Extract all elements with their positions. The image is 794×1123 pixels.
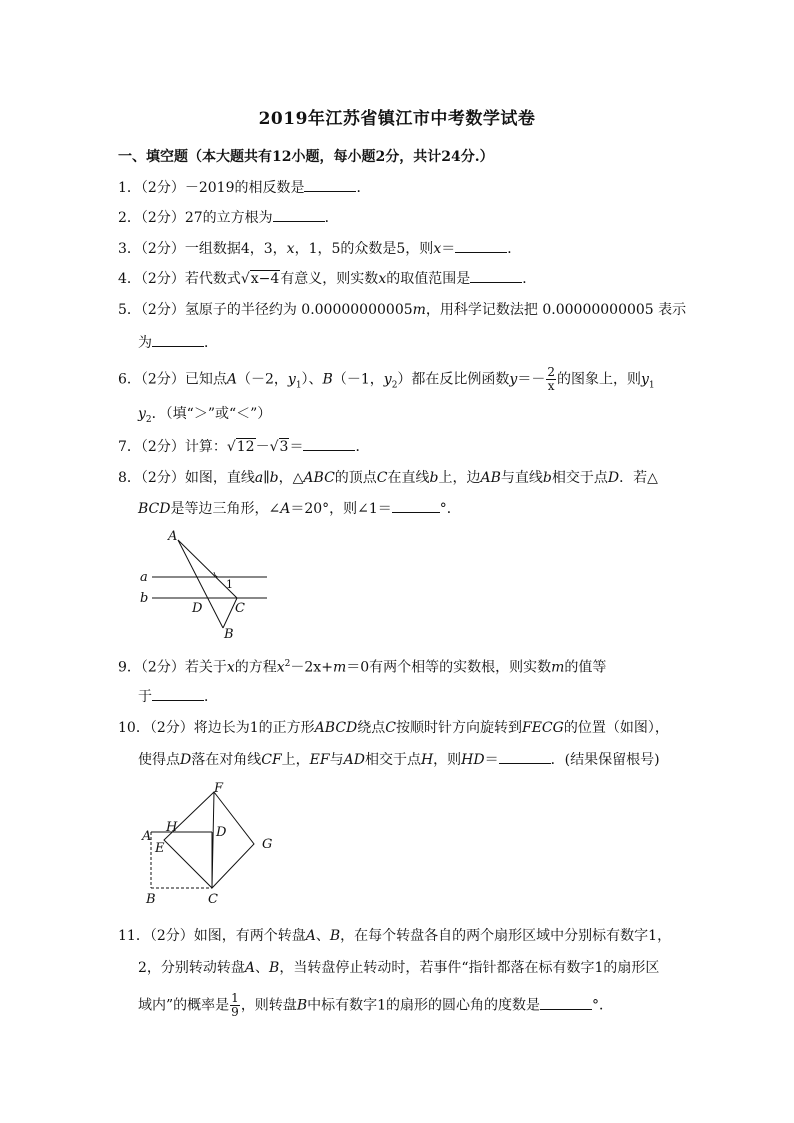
sqrt-sign: √ — [240, 271, 250, 287]
question-10: 10．（2分）将边长为1的正方形ABCD绕点C按顺时针方向旋转到FECG的位置（如图）， — [118, 720, 669, 736]
question-6-line2: $y_2$．（填“＞”或“＜”） — [138, 406, 272, 425]
label-G: G — [262, 837, 273, 852]
question-3: 3．（2分）一组数据4，3，x，1，5的众数是5，则x＝ ． — [118, 238, 678, 259]
fraction: $\frac{2}{x}$ — [547, 365, 555, 393]
question-2: 2．（2分）27的立方根为 ． — [118, 207, 678, 228]
section-heading: 一、填空题（本大题共有12小题，每小题2分，共计24分.） — [118, 149, 494, 165]
question-5-line2: 为 ． — [138, 332, 698, 353]
question-10-line2: 使得点D落在对角线CF上，EF与AD相交于点H，则HD＝ ．(结果保留根号) — [138, 749, 698, 770]
question-5: 5．（2分）氢原子的半径约为 0.00000000005m，用科学记数法把 0.00000000005 表示 — [118, 302, 687, 318]
page-title: 2019年江苏省镇江市中考数学试卷 — [258, 109, 536, 129]
label-B: B — [224, 627, 234, 642]
answer-blank[interactable] — [499, 749, 551, 764]
answer-blank[interactable] — [455, 238, 507, 253]
label-E: E — [155, 841, 165, 856]
question-8: 8．（2分）如图，直线a∥b，△ABC的顶点C在直线b上，边AB与直线b相交于点D．若△ — [118, 470, 658, 486]
fraction: $\frac{1}{9}$ — [231, 991, 239, 1019]
answer-blank[interactable] — [152, 686, 204, 701]
label-B: B — [146, 892, 156, 907]
answer-blank[interactable] — [540, 995, 592, 1010]
answer-blank[interactable] — [392, 498, 440, 513]
answer-blank[interactable] — [304, 177, 356, 192]
question-11-line3: 域内”的概率是 $\frac{1}{9}$ ，则转盘B中标有数字1的扇形的圆心角的度数是 °． — [138, 991, 614, 1019]
label-angle-1: 1 — [226, 578, 233, 591]
square-fecg — [164, 792, 254, 888]
label-a: a — [140, 570, 148, 585]
answer-blank[interactable] — [273, 207, 325, 222]
question-11: 11．（2分）如图，有两个转盘A、B，在每个转盘各自的两个扇形区域中分别标有数字1， — [118, 928, 672, 944]
figure-parallel-lines-triangle — [130, 528, 280, 646]
question-8-line2: BCD是等边三角形，∠A＝20°，则∠1＝ °． — [138, 498, 698, 519]
label-D: D — [216, 825, 227, 840]
label-H: H — [166, 820, 178, 835]
label-A: A — [142, 829, 152, 844]
question-1: 1．（2分）－2019的相反数是 ． — [118, 177, 678, 198]
label-F: F — [214, 781, 224, 796]
answer-blank[interactable] — [303, 436, 355, 451]
label-D: D — [192, 601, 203, 616]
figure-rotated-square — [130, 778, 290, 908]
question-4: 4．（2分）若代数式√x−4有意义，则实数x的取值范围是 ． — [118, 268, 678, 289]
label-C: C — [235, 601, 245, 616]
label-b: b — [140, 591, 149, 606]
label-C: C — [208, 892, 218, 907]
answer-blank[interactable] — [152, 332, 204, 347]
question-7: 7．（2分）计算：√12－√3＝ ． — [118, 436, 678, 457]
label-A: A — [168, 529, 178, 544]
question-9: 9．（2分）若关于x的方程$x^2-2x+m=0$有两个相等的实数根，则实数m的值等 — [118, 659, 607, 676]
question-11-line2: 2，分别转动转盘A、B，当转盘停止转动时，若事件“指针都落在标有数字1的扇形区 — [138, 960, 660, 976]
question-6: 6．（2分）已知点A（－2，$y_1$）、B（－1，$y_2$）都在反比例函数y＝－ $\frac{2}{x}$ 的图象上，则$y_1$ — [118, 365, 655, 393]
question-9-line2: 于 ． — [138, 686, 698, 707]
answer-blank[interactable] — [470, 268, 522, 283]
